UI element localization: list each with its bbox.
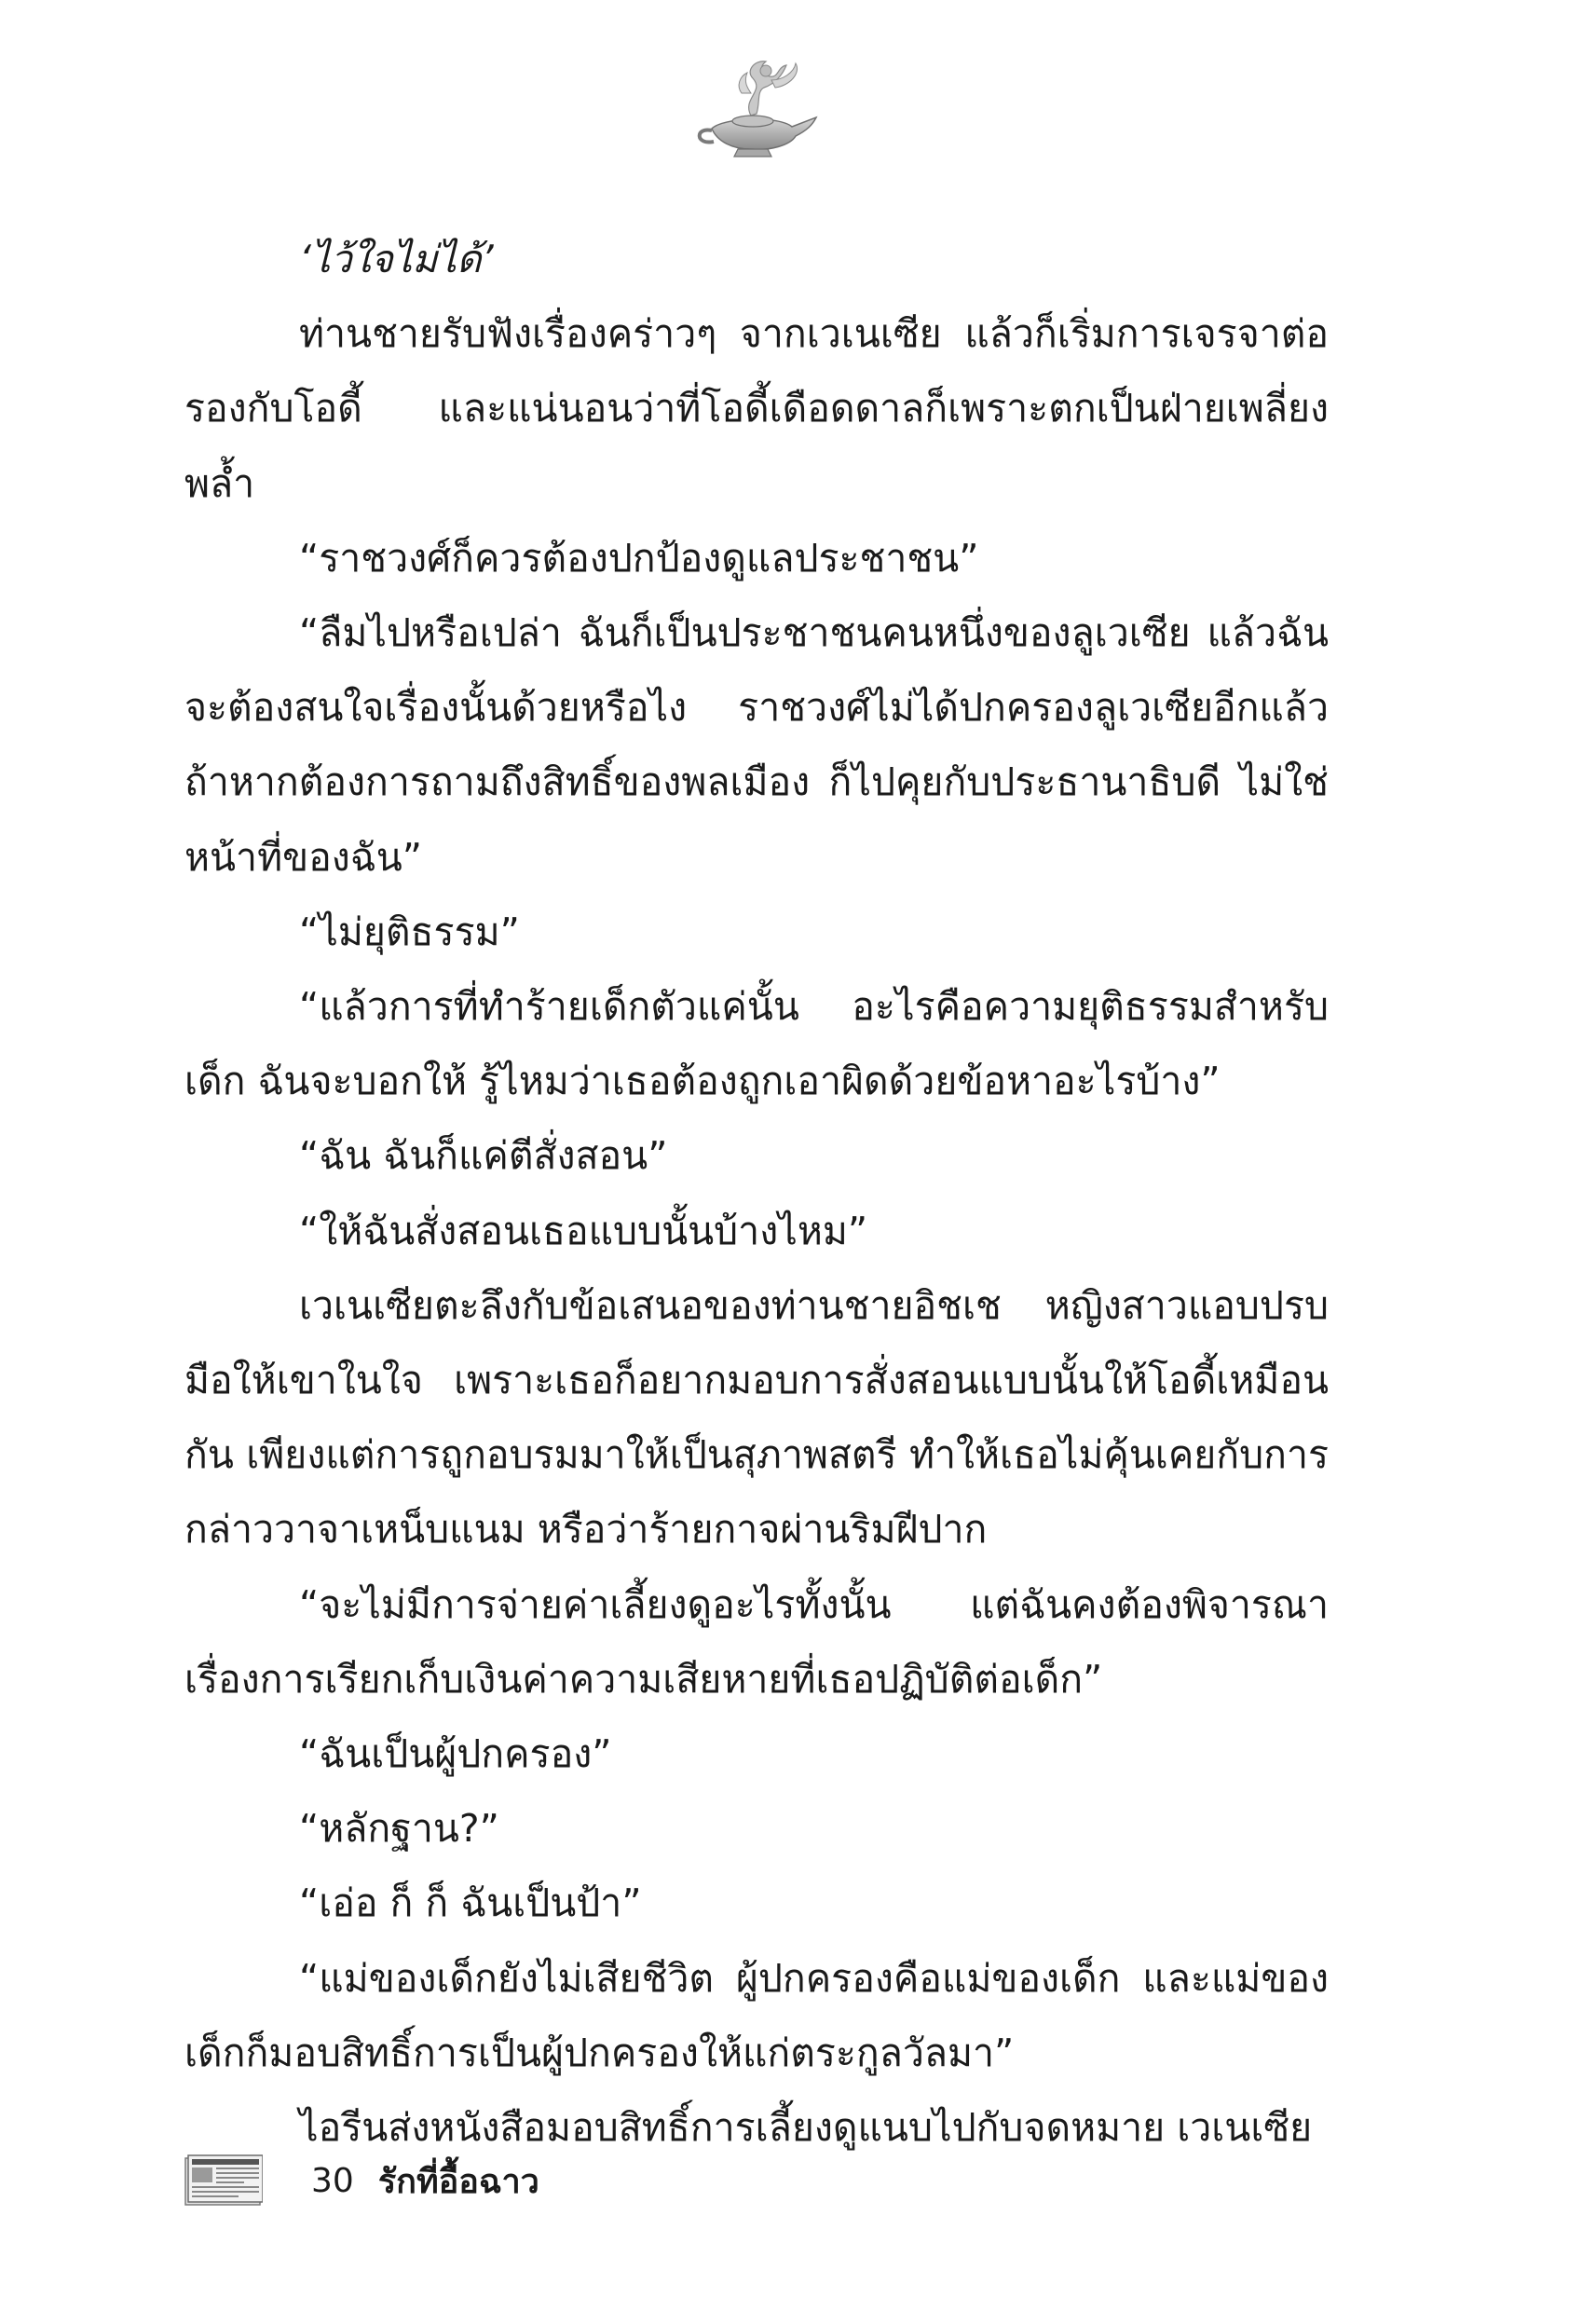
paragraph: ไอรีนส่งหนังสือมอบสิทธิ์การเลี้ยงดูแนบไปกับจดหมาย เวเนเซีย xyxy=(299,2105,1313,2151)
paragraph: “แล้วการที่ทำร้ายเด็กตัวแค่นั้น อะไรคือความยุติธรรมสำหรับเด็ก ฉันจะบอกให้ รู้ไหมว่าเธอต้องถูกเอาผิดด้วยข้อหาอะไรบ้าง” xyxy=(184,984,1329,1104)
paragraph: “ฉัน ฉันก็แค่ตีสั่งสอน” xyxy=(299,1133,668,1179)
paragraph: “เอ่อ ก็ ก็ ฉันเป็นป้า” xyxy=(299,1880,642,1926)
newspaper-icon xyxy=(184,2154,263,2207)
genie-lamp-icon xyxy=(686,52,825,164)
paragraph: ท่านชายรับฟังเรื่องคร่าวๆ จากเวเนเซีย แล้วก็เริ่มการเจรจาต่อรองกับโอดี้ และแน่นอนว่าที่โอดี้เดือดดาลก็เพราะตกเป็นฝ่ายเพลี่ยงพล้ำ xyxy=(184,311,1329,506)
book-title: รักที่อื้อฉาว xyxy=(377,2162,539,2201)
paragraph: “หลักฐาน?” xyxy=(299,1806,499,1852)
paragraph: “ฉันเป็นผู้ปกครอง” xyxy=(299,1731,612,1777)
paragraph: “ไม่ยุติธรรม” xyxy=(299,909,520,954)
paragraph: “จะไม่มีการจ่ายค่าเลี้ยงดูอะไรทั้งนั้น แต่ฉันคงต้องพิจารณาเรื่องการเรียกเก็บเงินค่าความเสียหายที่เธอปฏิบัติต่อเด็ก” xyxy=(184,1581,1329,1702)
paragraph: เวเนเซียตะลึงกับข้อเสนอของท่านชายอิชเช หญิงสาวแอบปรบมือให้เขาในใจ เพราะเธอก็อยากมอบการสั่งสอนแบบนั้นให้โอดี้เหมือนกัน เพียงแต่การถูกอบรมมาให้เป็นสุภาพสตรี ทำให้เธอไม่คุ้นเคยกับการกล่าววาจาเหน็บแนม หรือว่าร้ายกาจผ่านริมฝีปาก xyxy=(184,1282,1329,1552)
chapter-body xyxy=(184,222,1329,2165)
paragraph: “ให้ฉันสั่งสอนเธอแบบนั้นบ้างไหม” xyxy=(299,1208,868,1253)
page-footer xyxy=(184,2143,539,2218)
paragraph: “ราชวงศ์ก็ควรต้องปกป้องดูแลประชาชน” xyxy=(299,535,979,581)
paragraph: “ลืมไปหรือเปล่า ฉันก็เป็นประชาชนคนหนึ่งของลูเวเซีย แล้วฉันจะต้องสนใจเรื่องนั้นด้วยหรือไง ราชวงศ์ไม่ได้ปกครองลูเวเซียอีกแล้ว ถ้าหากต้องการถามถึงสิทธิ์ของพลเมือง ก็ไปคุยกับประธานาธิบดี ไม่ใช่หน้าที่ของฉัน” xyxy=(184,610,1329,880)
paragraph: “แม่ของเด็กยังไม่เสียชีวิต ผู้ปกครองคือแม่ของเด็ก และแม่ของเด็กก็มอบสิทธิ์การเป็นผู้ปกครองให้แก่ตระกูลวัลมา” xyxy=(184,1955,1329,2075)
page-number: 30 xyxy=(311,2161,354,2200)
paragraph: ‘ไว้ใจไม่ได้’ xyxy=(299,237,494,281)
